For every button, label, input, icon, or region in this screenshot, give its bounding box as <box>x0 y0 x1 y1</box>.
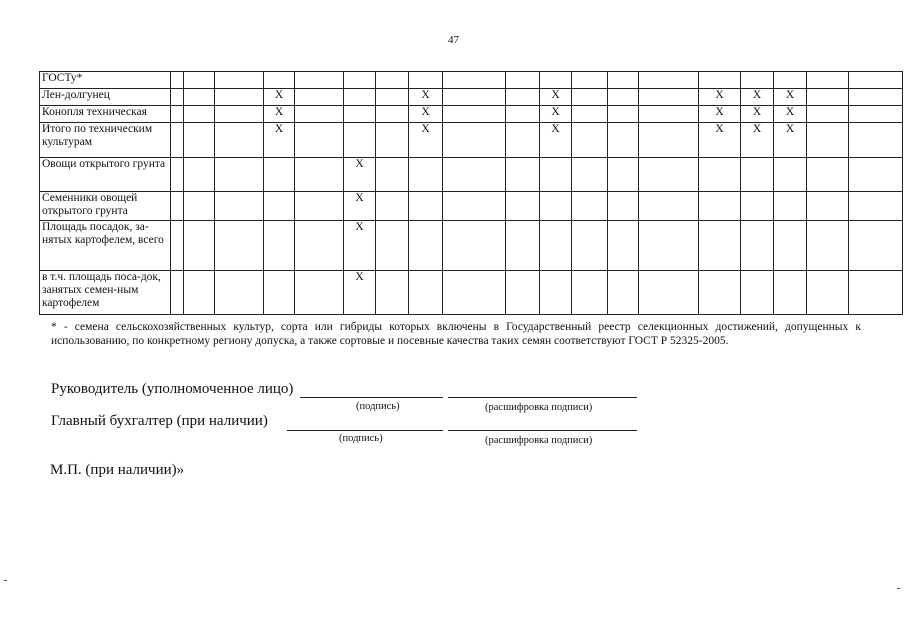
table-cell <box>443 106 506 123</box>
table-cell <box>215 123 264 158</box>
table-cell <box>184 192 215 221</box>
head-decoding-line <box>448 397 637 398</box>
table-cell <box>184 221 215 271</box>
table-cell <box>171 158 184 192</box>
head-signature-line <box>300 397 443 398</box>
table-row <box>40 271 903 315</box>
table-cell <box>608 89 639 106</box>
scan-edge-mark <box>897 588 900 589</box>
table-cell <box>376 89 409 106</box>
table-cell <box>639 158 699 192</box>
table-cell <box>506 89 540 106</box>
table-cell <box>849 158 903 192</box>
table-cell <box>540 158 572 192</box>
accountant-decoding-caption: (расшифровка подписи) <box>485 435 593 446</box>
table-cell <box>295 106 344 123</box>
table-cell <box>376 123 409 158</box>
table-cell <box>699 72 741 89</box>
table-cell <box>264 72 295 89</box>
table-cell <box>540 221 572 271</box>
table-cell <box>264 221 295 271</box>
table-cell <box>807 158 849 192</box>
table-cell <box>849 89 903 106</box>
table-cell: X <box>409 106 443 123</box>
stamp-label: М.П. (при наличии)» <box>50 462 185 478</box>
accountant-signature-line <box>287 430 443 431</box>
table-cell <box>572 192 608 221</box>
table-row <box>40 192 903 221</box>
table-cell <box>774 221 807 271</box>
table-row <box>40 72 903 89</box>
table-cell: X <box>344 271 376 315</box>
table-cell <box>184 158 215 192</box>
table-cell <box>409 158 443 192</box>
table-cell <box>849 271 903 315</box>
row-label: Конопля техническая <box>40 106 171 123</box>
accountant-decoding-line <box>448 430 637 431</box>
table-cell <box>264 192 295 221</box>
table-cell <box>639 192 699 221</box>
table-cell <box>807 192 849 221</box>
table-cell: X <box>264 89 295 106</box>
table-cell <box>540 192 572 221</box>
table-cell <box>849 192 903 221</box>
table-cell <box>295 221 344 271</box>
table-cell: X <box>344 192 376 221</box>
table-cell <box>295 271 344 315</box>
table-cell <box>572 221 608 271</box>
table-cell <box>184 123 215 158</box>
table-cell: X <box>264 123 295 158</box>
table-cell <box>540 72 572 89</box>
accountant-signature-caption: (подпись) <box>339 433 383 444</box>
table-cell <box>376 158 409 192</box>
table-cell <box>295 123 344 158</box>
table-cell <box>264 271 295 315</box>
row-label: Итого по техническим культурам <box>40 123 171 158</box>
table-cell <box>506 106 540 123</box>
table-cell <box>699 192 741 221</box>
table-cell <box>572 106 608 123</box>
table-cell <box>608 271 639 315</box>
footnote: * - семена сельскохозяйственных культур, сорта или гибриды которых включены в Государственный реестр селекционных достижений, допущенных к использованию, по конкретному региону допуска, а также сортовые и посевные качества таких семян соответствуют ГОСТ Р 52325-2005. <box>51 321 861 347</box>
table-cell <box>171 271 184 315</box>
table-cell: X <box>540 106 572 123</box>
table-row <box>40 221 903 271</box>
table-cell <box>741 192 774 221</box>
table-cell <box>184 72 215 89</box>
table-cell: X <box>344 221 376 271</box>
table-cell <box>849 123 903 158</box>
table-cell <box>295 192 344 221</box>
table-cell <box>506 72 540 89</box>
table-cell <box>171 72 184 89</box>
table-cell <box>506 192 540 221</box>
page-number: 47 <box>448 34 459 46</box>
table-cell <box>807 271 849 315</box>
table-cell: X <box>699 123 741 158</box>
table-cell <box>774 158 807 192</box>
table-cell <box>215 221 264 271</box>
row-label: Лен-долгунец <box>40 89 171 106</box>
table-cell <box>699 221 741 271</box>
table-cell: X <box>409 89 443 106</box>
table-cell <box>572 271 608 315</box>
table-cell <box>572 72 608 89</box>
table-cell <box>608 192 639 221</box>
table-cell <box>572 123 608 158</box>
table-cell <box>699 271 741 315</box>
table-cell <box>443 271 506 315</box>
table-cell <box>849 106 903 123</box>
table-cell <box>506 123 540 158</box>
table-cell <box>741 72 774 89</box>
table-cell <box>215 158 264 192</box>
table-cell <box>774 72 807 89</box>
table-cell: X <box>409 123 443 158</box>
table-cell: X <box>774 106 807 123</box>
table-cell: X <box>699 89 741 106</box>
table-cell <box>215 72 264 89</box>
table-cell: X <box>344 158 376 192</box>
table-cell: X <box>699 106 741 123</box>
table-cell <box>608 221 639 271</box>
table-cell <box>171 221 184 271</box>
table-cell <box>807 221 849 271</box>
table-cell <box>849 221 903 271</box>
table-cell <box>409 192 443 221</box>
data-table <box>39 71 903 315</box>
table-cell: X <box>741 89 774 106</box>
table-cell <box>741 271 774 315</box>
table-cell <box>409 221 443 271</box>
table-cell <box>506 271 540 315</box>
table-cell <box>443 72 506 89</box>
accountant-signature-label: Главный бухгалтер (при наличии) <box>51 413 268 429</box>
table-cell: X <box>540 123 572 158</box>
table-cell <box>443 221 506 271</box>
table-cell <box>184 271 215 315</box>
table-cell <box>409 72 443 89</box>
table-cell <box>639 106 699 123</box>
table-cell <box>807 72 849 89</box>
row-label: Овощи открытого грунта <box>40 158 171 192</box>
table-cell: X <box>774 89 807 106</box>
table-cell <box>608 72 639 89</box>
table-cell <box>171 89 184 106</box>
table-cell <box>639 123 699 158</box>
table-cell <box>295 89 344 106</box>
table-cell <box>376 106 409 123</box>
table-cell <box>572 89 608 106</box>
table-cell <box>849 72 903 89</box>
table-cell <box>506 221 540 271</box>
table-cell: X <box>774 123 807 158</box>
scan-edge-mark <box>4 580 7 581</box>
table-cell <box>409 271 443 315</box>
table-cell <box>171 123 184 158</box>
row-label: ГОСТу* <box>40 72 171 89</box>
table-cell <box>376 192 409 221</box>
table-cell <box>215 192 264 221</box>
table-cell <box>699 158 741 192</box>
table-cell <box>807 106 849 123</box>
table-row <box>40 123 903 158</box>
table-cell <box>344 123 376 158</box>
table-cell <box>295 72 344 89</box>
row-label: Семенники овощей открытого грунта <box>40 192 171 221</box>
table-cell <box>608 123 639 158</box>
table-cell <box>215 271 264 315</box>
table-cell: X <box>540 89 572 106</box>
head-signature-caption: (подпись) <box>356 401 400 412</box>
table-cell <box>215 89 264 106</box>
table-cell <box>344 89 376 106</box>
table-cell <box>639 89 699 106</box>
head-decoding-caption: (расшифровка подписи) <box>485 402 593 413</box>
table-cell <box>639 72 699 89</box>
row-label: в т.ч. площадь поса-док, занятых семен-ным картофелем <box>40 271 171 315</box>
table-cell <box>376 271 409 315</box>
table-cell <box>443 123 506 158</box>
table-cell <box>264 158 295 192</box>
table-row <box>40 106 903 123</box>
table-cell <box>295 158 344 192</box>
table-cell <box>741 158 774 192</box>
table-cell <box>807 89 849 106</box>
table-cell <box>540 271 572 315</box>
table-cell <box>184 89 215 106</box>
table-cell <box>639 271 699 315</box>
table-cell <box>344 72 376 89</box>
table-cell <box>506 158 540 192</box>
table-cell <box>443 158 506 192</box>
table-cell: X <box>741 123 774 158</box>
head-signature-label: Руководитель (уполномоченное лицо) <box>51 381 294 397</box>
table-cell <box>741 221 774 271</box>
table-cell <box>608 158 639 192</box>
table-cell <box>807 123 849 158</box>
table-cell: X <box>264 106 295 123</box>
table-cell <box>171 192 184 221</box>
table-cell <box>376 221 409 271</box>
table-cell <box>184 106 215 123</box>
table-cell <box>443 89 506 106</box>
table-cell <box>774 192 807 221</box>
row-label: Площадь посадок, за-нятых картофелем, всего <box>40 221 171 271</box>
table-cell <box>344 106 376 123</box>
table-cell <box>171 106 184 123</box>
table-cell <box>774 271 807 315</box>
table-cell <box>376 72 409 89</box>
table-cell: X <box>741 106 774 123</box>
table-cell <box>608 106 639 123</box>
table-row <box>40 158 903 192</box>
table-cell <box>572 158 608 192</box>
table-row <box>40 89 903 106</box>
table-cell <box>639 221 699 271</box>
table-cell <box>443 192 506 221</box>
table-cell <box>215 106 264 123</box>
